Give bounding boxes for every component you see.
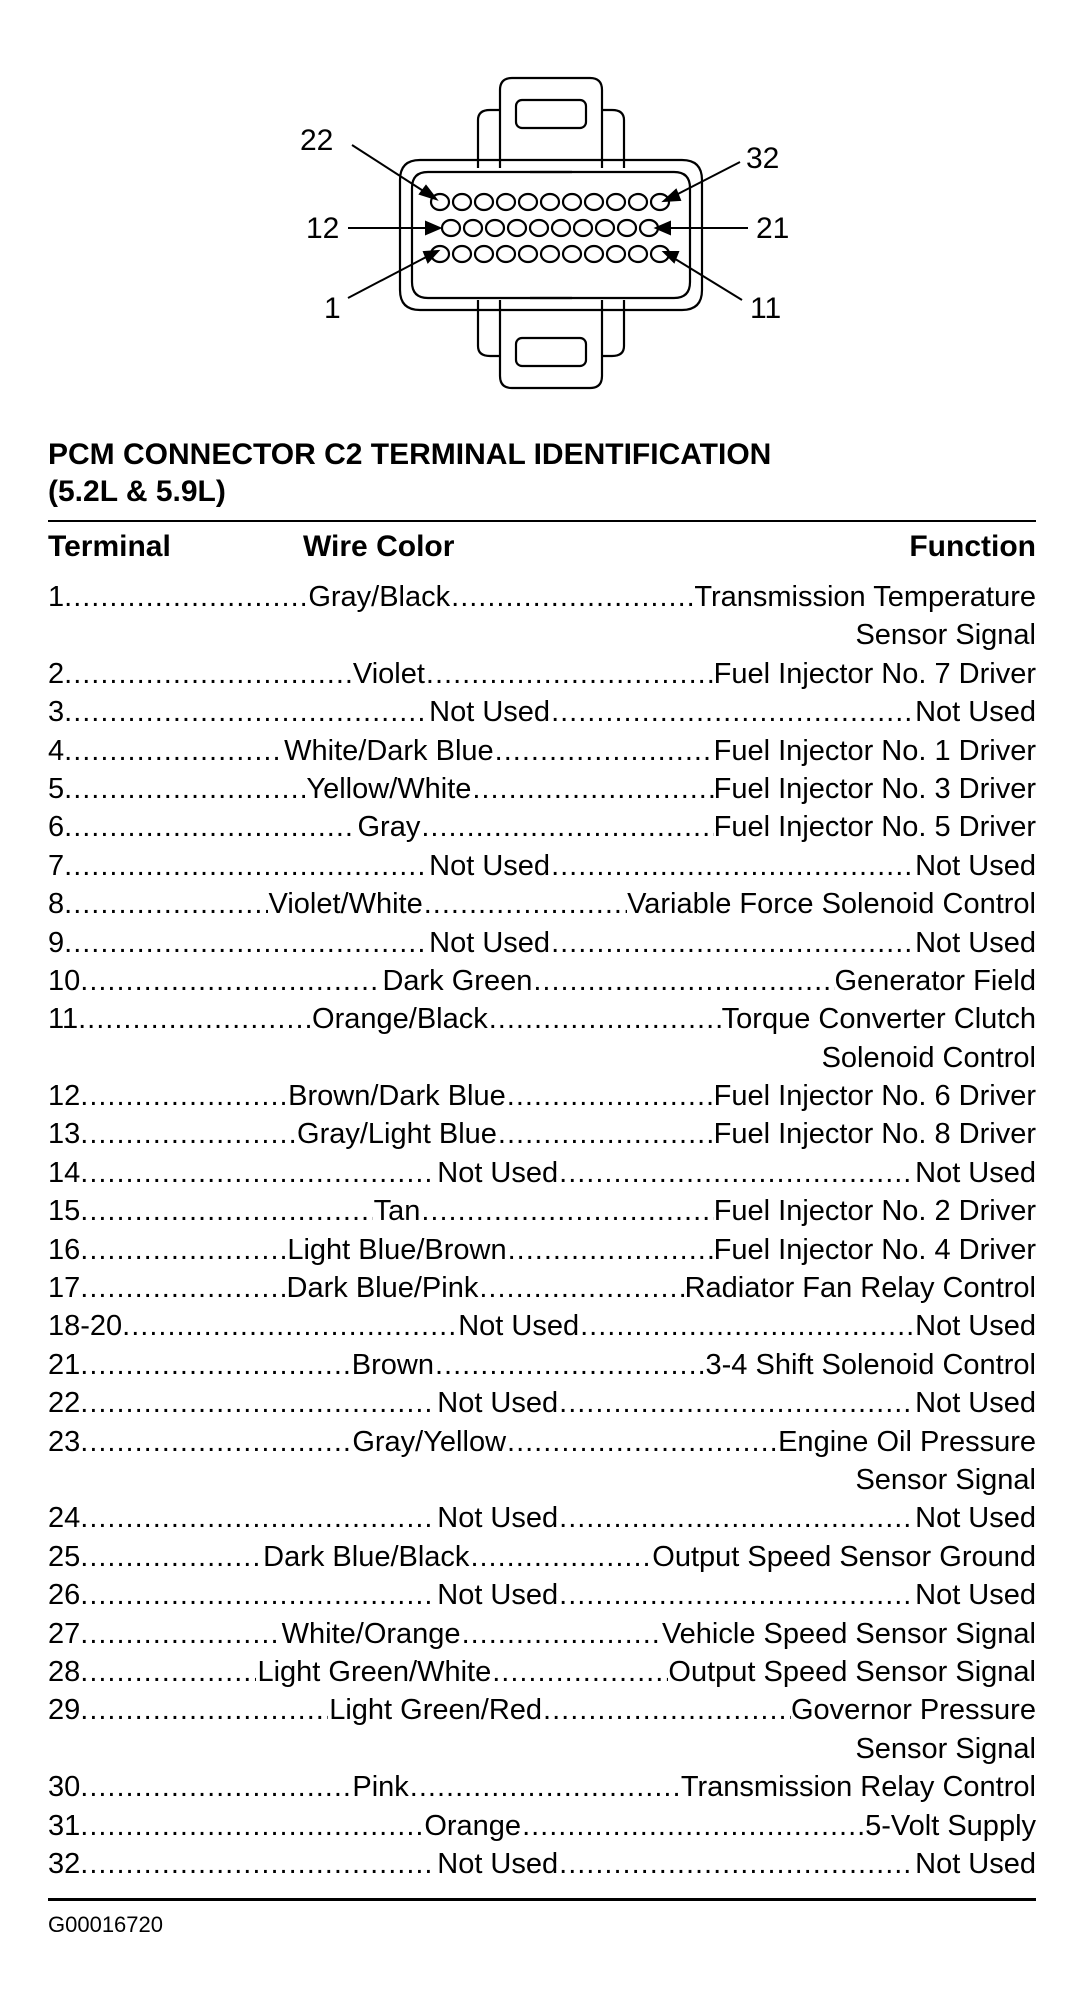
terminal-number: 5 <box>48 772 65 805</box>
dot-leader <box>64 732 283 770</box>
wire-color: Gray/Yellow <box>352 1425 507 1458</box>
dot-leader <box>551 924 915 962</box>
pin-label-1: 1 <box>324 292 341 325</box>
wire-color: Not Used <box>429 849 551 882</box>
dot-leader <box>80 1845 436 1883</box>
pin-bottom-9 <box>607 246 625 262</box>
table-row <box>48 1538 1036 1576</box>
terminal-number: 31 <box>48 1809 81 1842</box>
terminal-number: 17 <box>48 1272 81 1305</box>
function: Engine Oil Pressure <box>778 1425 1036 1458</box>
table-row <box>48 1192 1036 1230</box>
top-latch-slot <box>516 100 586 128</box>
function: Generator Field <box>834 964 1036 997</box>
title-line-1: PCM CONNECTOR C2 TERMINAL IDENTIFICATION <box>48 438 772 471</box>
wire-color: Tan <box>373 1195 421 1228</box>
wire-color: Dark Green <box>382 964 533 997</box>
table-row <box>48 1115 1036 1153</box>
function: Fuel Injector No. 5 Driver <box>713 811 1036 844</box>
pin-top-4 <box>497 194 515 210</box>
function: Fuel Injector No. 7 Driver <box>713 657 1036 690</box>
dot-leader <box>122 1307 457 1345</box>
pin-top-10 <box>629 194 647 210</box>
dot-leader <box>559 1154 915 1192</box>
dot-leader <box>495 732 714 770</box>
wire-color: Not Used <box>437 1156 559 1189</box>
wire-color: Light Blue/Brown <box>287 1233 507 1266</box>
function: Transmission Temperature <box>694 581 1036 613</box>
table-row-continuation <box>48 1461 1036 1499</box>
header-function: Function <box>909 530 1036 563</box>
wire-color: Brown/Dark Blue <box>288 1080 506 1113</box>
terminal-number: 4 <box>48 734 65 767</box>
wire-color: Gray/Black <box>308 581 451 613</box>
dot-leader <box>80 1231 286 1269</box>
wire-color: Not Used <box>429 696 551 729</box>
dot-leader <box>80 1499 436 1537</box>
function: Output Speed Sensor Ground <box>652 1540 1036 1573</box>
page-title <box>48 436 771 510</box>
function: Output Speed Sensor Signal <box>668 1655 1036 1688</box>
wire-color: Not Used <box>458 1310 580 1343</box>
wire-color: Not Used <box>437 1579 559 1612</box>
dot-leader <box>435 1346 706 1384</box>
pin-bottom-4 <box>497 246 515 262</box>
function: Not Used <box>915 926 1036 959</box>
function: Radiator Fan Relay Control <box>684 1272 1036 1305</box>
dot-leader <box>80 1154 436 1192</box>
terminal-number: 23 <box>48 1425 81 1458</box>
connector-diagram <box>0 0 1068 420</box>
pin-top-11 <box>651 194 669 210</box>
terminal-number: 28 <box>48 1655 81 1688</box>
header-rule <box>48 520 1036 522</box>
terminal-number: 6 <box>48 811 65 844</box>
dot-leader <box>80 1384 436 1422</box>
pin-bottom-8 <box>585 246 603 262</box>
table-row <box>48 1807 1036 1845</box>
table-row-continuation <box>48 1039 1036 1077</box>
wire-color: Dark Blue/Black <box>263 1540 470 1573</box>
wire-color: Violet <box>352 657 425 690</box>
dot-leader <box>426 655 714 693</box>
terminal-number: 9 <box>48 926 65 959</box>
wire-color: Gray/Light Blue <box>297 1118 497 1151</box>
table-row <box>48 578 1036 616</box>
dot-leader <box>543 1691 791 1729</box>
dot-leader <box>64 578 307 616</box>
pin-row-bottom <box>431 246 669 262</box>
dot-leader <box>451 578 694 616</box>
pin-mid-7 <box>574 220 592 236</box>
table-row <box>48 1615 1036 1653</box>
pin-top-2 <box>453 194 471 210</box>
table-row <box>48 808 1036 846</box>
dot-leader <box>80 1807 423 1845</box>
dot-leader <box>498 1115 714 1153</box>
wire-color: Not Used <box>437 1847 559 1880</box>
dot-leader <box>551 847 915 885</box>
table-header <box>48 530 1036 568</box>
wire-color: Violet/White <box>268 888 423 921</box>
dot-leader <box>80 1077 287 1115</box>
function: Variable Force Solenoid Control <box>627 888 1036 921</box>
function-continued: Solenoid Control <box>821 1041 1036 1074</box>
terminal-number: 13 <box>48 1118 81 1151</box>
terminal-number: 15 <box>48 1195 81 1228</box>
dot-leader <box>462 1615 662 1653</box>
wire-color: Orange <box>424 1809 522 1842</box>
function: Fuel Injector No. 2 Driver <box>713 1195 1036 1228</box>
dot-leader <box>507 1077 714 1115</box>
terminal-number: 18-20 <box>48 1310 123 1343</box>
table-row <box>48 1000 1036 1038</box>
header-terminal: Terminal <box>48 530 171 563</box>
header-wire-color: Wire Color <box>303 530 455 563</box>
pin-bottom-6 <box>541 246 559 262</box>
pin-top-7 <box>563 194 581 210</box>
function: Fuel Injector No. 4 Driver <box>713 1233 1036 1266</box>
pin-rows <box>431 194 669 262</box>
table-row <box>48 1269 1036 1307</box>
table-row <box>48 1346 1036 1384</box>
pin-mid-5 <box>530 220 548 236</box>
terminal-number: 2 <box>48 657 65 690</box>
dot-leader <box>80 1192 372 1230</box>
dot-leader <box>80 962 381 1000</box>
table-row <box>48 1845 1036 1883</box>
pin-mid-2 <box>464 220 482 236</box>
pin-label-22: 22 <box>300 124 334 157</box>
wire-color: Dark Blue/Pink <box>286 1272 479 1305</box>
dot-leader <box>522 1807 865 1845</box>
pin-top-8 <box>585 194 603 210</box>
function: Fuel Injector No. 1 Driver <box>713 734 1036 767</box>
pin-mid-4 <box>508 220 526 236</box>
pin-top-9 <box>607 194 625 210</box>
table-row <box>48 1576 1036 1614</box>
dot-leader <box>479 1269 684 1307</box>
pin-label-12: 12 <box>306 212 340 245</box>
pin-mid-1 <box>442 220 460 236</box>
table-row <box>48 962 1036 1000</box>
pin-label-11: 11 <box>750 292 782 325</box>
footer-rule <box>48 1898 1036 1901</box>
wire-color: White/Orange <box>281 1617 461 1650</box>
wire-color: Yellow/White <box>306 772 472 805</box>
function: Governor Pressure <box>790 1694 1036 1727</box>
terminal-number: 7 <box>48 849 65 882</box>
dot-leader <box>489 1000 722 1038</box>
pin-bottom-2 <box>453 246 471 262</box>
dot-leader <box>424 885 627 923</box>
pin-label-21: 21 <box>756 212 790 245</box>
function: Fuel Injector No. 8 Driver <box>713 1118 1036 1151</box>
dot-leader <box>80 1346 351 1384</box>
pin-top-5 <box>519 194 537 210</box>
terminal-number: 1 <box>48 581 65 613</box>
dot-leader <box>410 1768 681 1806</box>
function: Not Used <box>915 1847 1036 1880</box>
wire-color: Not Used <box>437 1502 559 1535</box>
table-row <box>48 1653 1036 1691</box>
function: Not Used <box>915 849 1036 882</box>
dot-leader <box>64 885 267 923</box>
wire-color: Not Used <box>437 1387 559 1420</box>
wire-color: Orange/Black <box>312 1003 488 1036</box>
table-row <box>48 1691 1036 1729</box>
terminal-number: 12 <box>48 1080 81 1113</box>
terminal-number: 30 <box>48 1771 81 1804</box>
function: Not Used <box>915 1156 1036 1189</box>
table-row <box>48 655 1036 693</box>
dot-leader <box>80 1269 285 1307</box>
dot-leader <box>80 1538 262 1576</box>
function: Transmission Relay Control <box>680 1771 1036 1804</box>
terminal-table <box>48 578 1036 1883</box>
table-row <box>48 1154 1036 1192</box>
wire-color: Gray <box>357 811 421 844</box>
dot-leader <box>80 1691 328 1729</box>
pin-mid-6 <box>552 220 570 236</box>
table-row-continuation <box>48 616 1036 654</box>
table-row <box>48 847 1036 885</box>
dot-leader <box>80 1576 436 1614</box>
pin-top-3 <box>475 194 493 210</box>
dot-leader <box>559 1576 915 1614</box>
dot-leader <box>80 1653 256 1691</box>
terminal-number: 26 <box>48 1579 81 1612</box>
dot-leader <box>421 1192 713 1230</box>
table-row <box>48 732 1036 770</box>
function: Torque Converter Clutch <box>721 1003 1036 1036</box>
function: Fuel Injector No. 6 Driver <box>713 1080 1036 1113</box>
table-row <box>48 1307 1036 1345</box>
dot-leader <box>580 1307 915 1345</box>
function: Not Used <box>915 1310 1036 1343</box>
dot-leader <box>64 808 356 846</box>
dot-leader <box>507 1423 778 1461</box>
dot-leader <box>472 770 713 808</box>
dot-leader <box>470 1538 652 1576</box>
terminal-number: 27 <box>48 1617 81 1650</box>
function: 5-Volt Supply <box>865 1809 1036 1842</box>
terminal-number: 21 <box>48 1348 81 1381</box>
wire-color: Pink <box>352 1771 409 1804</box>
pin-mid-9 <box>618 220 636 236</box>
terminal-number: 22 <box>48 1387 81 1420</box>
pin-bottom-7 <box>563 246 581 262</box>
pin-mid-8 <box>596 220 614 236</box>
function: Not Used <box>915 696 1036 729</box>
wire-color: Not Used <box>429 926 551 959</box>
function: Not Used <box>915 1579 1036 1612</box>
terminal-number: 14 <box>48 1156 81 1189</box>
dot-leader <box>551 693 915 731</box>
dot-leader <box>64 693 428 731</box>
table-row <box>48 1384 1036 1422</box>
dot-leader <box>492 1653 668 1691</box>
figure-id: G00016720 <box>48 1912 163 1937</box>
terminal-number: 16 <box>48 1233 81 1266</box>
function: Not Used <box>915 1502 1036 1535</box>
dot-leader <box>533 962 834 1000</box>
dot-leader <box>508 1231 714 1269</box>
terminal-number: 29 <box>48 1694 81 1727</box>
dot-leader <box>80 1615 280 1653</box>
bottom-latch-slot <box>516 338 586 366</box>
dot-leader <box>80 1768 351 1806</box>
wire-color: Light Green/White <box>257 1655 492 1688</box>
table-row <box>48 693 1036 731</box>
dot-leader <box>78 1000 311 1038</box>
function: 3-4 Shift Solenoid Control <box>705 1348 1036 1381</box>
terminal-number: 10 <box>48 964 81 997</box>
terminal-number: 24 <box>48 1502 81 1535</box>
function-continued: Sensor Signal <box>855 619 1036 652</box>
dot-leader <box>421 808 713 846</box>
table-row <box>48 770 1036 808</box>
dot-leader <box>559 1499 915 1537</box>
table-row <box>48 1231 1036 1269</box>
pin-bottom-10 <box>629 246 647 262</box>
dot-leader <box>559 1845 915 1883</box>
pin-mid-3 <box>486 220 504 236</box>
function: Fuel Injector No. 3 Driver <box>713 772 1036 805</box>
pin-bottom-5 <box>519 246 537 262</box>
dot-leader <box>64 847 428 885</box>
table-row <box>48 1423 1036 1461</box>
wire-color: Brown <box>351 1348 434 1381</box>
table-row <box>48 1499 1036 1537</box>
dot-leader <box>64 655 352 693</box>
pin-label-32: 32 <box>746 142 780 175</box>
title-line-2: (5.2L & 5.9L) <box>48 475 226 508</box>
function: Not Used <box>915 1387 1036 1420</box>
table-row <box>48 1077 1036 1115</box>
function: Vehicle Speed Sensor Signal <box>661 1617 1036 1650</box>
terminal-number: 25 <box>48 1540 81 1573</box>
wire-color: Light Green/Red <box>329 1694 543 1727</box>
dot-leader <box>80 1423 351 1461</box>
dot-leader <box>559 1384 915 1422</box>
dot-leader <box>64 770 305 808</box>
table-row <box>48 924 1036 962</box>
terminal-number: 8 <box>48 888 65 921</box>
table-row <box>48 885 1036 923</box>
pin-bottom-3 <box>475 246 493 262</box>
table-row-continuation <box>48 1730 1036 1768</box>
pin-row-top <box>431 194 669 210</box>
terminal-number: 3 <box>48 696 65 729</box>
terminal-number: 32 <box>48 1847 81 1880</box>
wire-color: White/Dark Blue <box>284 734 494 767</box>
dot-leader <box>80 1115 296 1153</box>
pin-top-6 <box>541 194 559 210</box>
pin-row-mid <box>442 220 658 236</box>
function-continued: Sensor Signal <box>855 1463 1036 1496</box>
terminal-number: 11 <box>48 1003 79 1036</box>
function-continued: Sensor Signal <box>855 1732 1036 1765</box>
table-row <box>48 1768 1036 1806</box>
dot-leader <box>64 924 428 962</box>
